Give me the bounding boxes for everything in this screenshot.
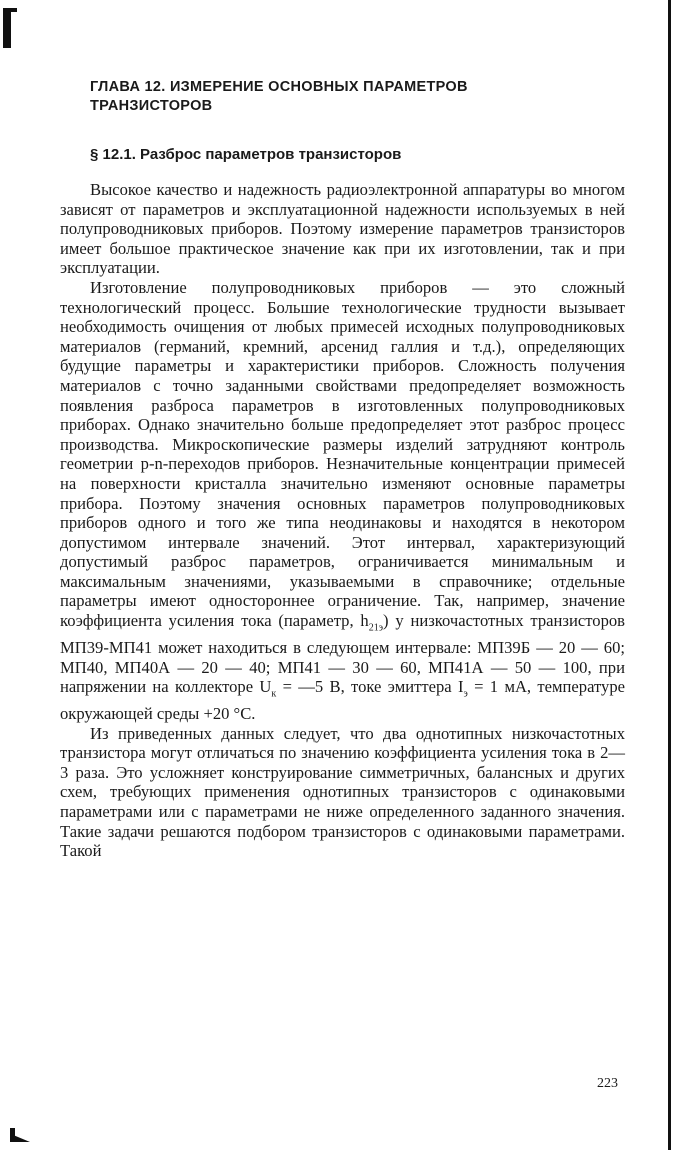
paragraph-2-part-d: = 1 мА, температуре окружающей среды +20 °С. (60, 677, 625, 724)
paragraph-2-part-b: ) у низкочастотных транзисторов МП39-МП41 может находиться в следующем интервале: МП39Б — 20 — 60; МП40, МП40А — 20 — 40; МП41 — 30 — 60, МП41А — 50 — 100, при напряжении на коллекторе U (60, 611, 625, 697)
page-edge-line (668, 0, 671, 1150)
corner-crop-mark-top (3, 8, 17, 12)
paragraph-1: Высокое качество и надежность радиоэлектронной аппаратуры во многом зависят от параметров и эксплуатационной надежности используемых в ней полупроводниковых приборов. Поэтому измерение параметров транзисторов имеет большое практическое значение как при их изготовлении, так и при эксплуатации. (60, 180, 625, 278)
chapter-heading-line-1: ГЛАВА 12. ИЗМЕРЕНИЕ ОСНОВНЫХ ПАРАМЕТРОВ (90, 79, 468, 95)
ie-subscript: э (463, 688, 468, 700)
paragraph-2-part-c: = —5 В, токе эмиттера I (276, 677, 464, 697)
book-page (60, 70, 625, 861)
corner-crop-mark (3, 8, 11, 48)
body-text (60, 180, 625, 861)
h21e-subscript: 21э (368, 622, 383, 634)
paragraph-2 (60, 278, 625, 724)
paragraph-3: Из приведенных данных следует, что два однотипных низкочастотных транзистора могут отличаться по значению коэффициента усиления тока в 2—3 раза. Это усложняет конструирование симметричных, балансных и других схем, требующих применения однотипных транзисторов с одинаковыми параметрами или с параметрами не ниже определенного заданного значения. Такие задачи решаются подбором транзисторов с одинаковыми параметрами. Такой (60, 723, 625, 861)
corner-crop-mark-bottom (10, 1128, 30, 1142)
section-title: § 12.1. Разброс параметров транзисторов (90, 146, 402, 163)
chapter-heading-line-2: ТРАНЗИСТОРОВ (90, 98, 213, 114)
paragraph-2-part-a: Изготовление полупроводниковых приборов — это сложный технологический процесс. Большие технологические трудности вызывает необходимость очищения от любых примесей исходных полупроводниковых материалов (германий, кремний, арсенид галлия и т.д.), определяющих будущие параметры и характеристики приборов. Сложность получения материалов с точно заданными свойствами предопределяет возможность появления разброса параметров в изготовленных полупроводниковых приборах. Однако значительно больше предопределяет этот разброс процесс производства. Микроскопические размеры изделий затрудняют контроль геометрии p-n-переходов приборов. Незначительные концентрации примесей на поверхности кристалла значительно изменяют основные параметры прибора. Поэтому значения основных параметров полупроводниковых приборов одного и того же типа неодинаковы и находятся в некотором допустимом интервале значений. Этот интервал, характеризующий допустимый разброс параметров, ограничивается минимальным и максимальным значениями, указываемыми в справочнике; отдельные параметры имеют одностороннее ограничение. Так, например, значение коэффициента усиления тока (параметр, h (60, 277, 625, 631)
page-number: 223 (597, 1076, 618, 1091)
chapter-heading (90, 78, 625, 116)
uk-subscript: к (271, 688, 277, 700)
